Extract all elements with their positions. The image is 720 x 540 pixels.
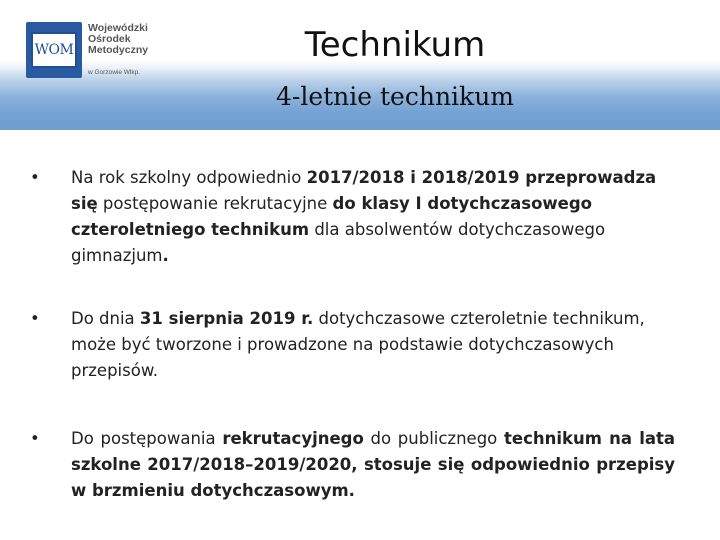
bullet-dot: • bbox=[30, 429, 40, 448]
bullet-list bbox=[30, 165, 675, 504]
logo-line-3: Metodyczny bbox=[88, 44, 149, 56]
bullet-1-text-2: postępowanie rekrutacyjne bbox=[97, 194, 333, 213]
bullet-1-text-1: Na rok szkolny odpowiednio bbox=[71, 168, 307, 187]
bullet-2-text-1: Do dnia bbox=[71, 309, 140, 328]
bullet-item-3 bbox=[30, 426, 675, 504]
bullet-3-text-1: Do postępowania bbox=[71, 429, 223, 448]
bullet-3-bold-2: technikum na lata szkolne 2017/2018–2019/2020, stosuje się odpowiednio przepisy w brzmieniu dotychczasowym. bbox=[71, 429, 676, 500]
wom-logo-mark bbox=[26, 22, 82, 78]
bullet-3-bold-1: rekrutacyjnego bbox=[222, 429, 364, 448]
page-title: Technikum bbox=[304, 25, 486, 65]
header-band bbox=[0, 0, 720, 130]
wom-logo bbox=[26, 22, 168, 78]
bullet-1-bold-3: . bbox=[162, 246, 169, 265]
bullet-2-text-2: dotychczasowe czteroletnie technikum, może być tworzone i prowadzone na podstawie dotychczasowych przepisów. bbox=[71, 309, 645, 380]
bullet-item-2 bbox=[30, 306, 675, 384]
bullet-2-bold-1: 31 sierpnia 2019 r. bbox=[139, 309, 314, 328]
logo-line-1: Wojewódzki bbox=[88, 22, 148, 34]
bullet-item-1 bbox=[30, 165, 675, 269]
bullet-1-bold-2: do klasy I dotychczasowego czteroletniego technikum bbox=[71, 194, 592, 239]
logo-line-2: Ośrodek bbox=[88, 33, 131, 45]
bullet-3-text-2: do publicznego bbox=[363, 429, 504, 448]
bullet-1-text-3: dla absolwentów dotychczasowego gimnazjum bbox=[71, 220, 606, 265]
bullet-dot: • bbox=[30, 168, 40, 187]
bullet-1-bold-1: 2017/2018 i 2018/2019 przeprowadza się bbox=[71, 168, 657, 213]
wom-logo-letters: WOM bbox=[31, 32, 77, 68]
logo-city: w Gorzowie Wlkp. bbox=[88, 69, 141, 76]
bullet-dot: • bbox=[30, 309, 40, 328]
wom-logo-name bbox=[88, 23, 172, 56]
page-subtitle: 4-letnie technikum bbox=[275, 82, 515, 111]
